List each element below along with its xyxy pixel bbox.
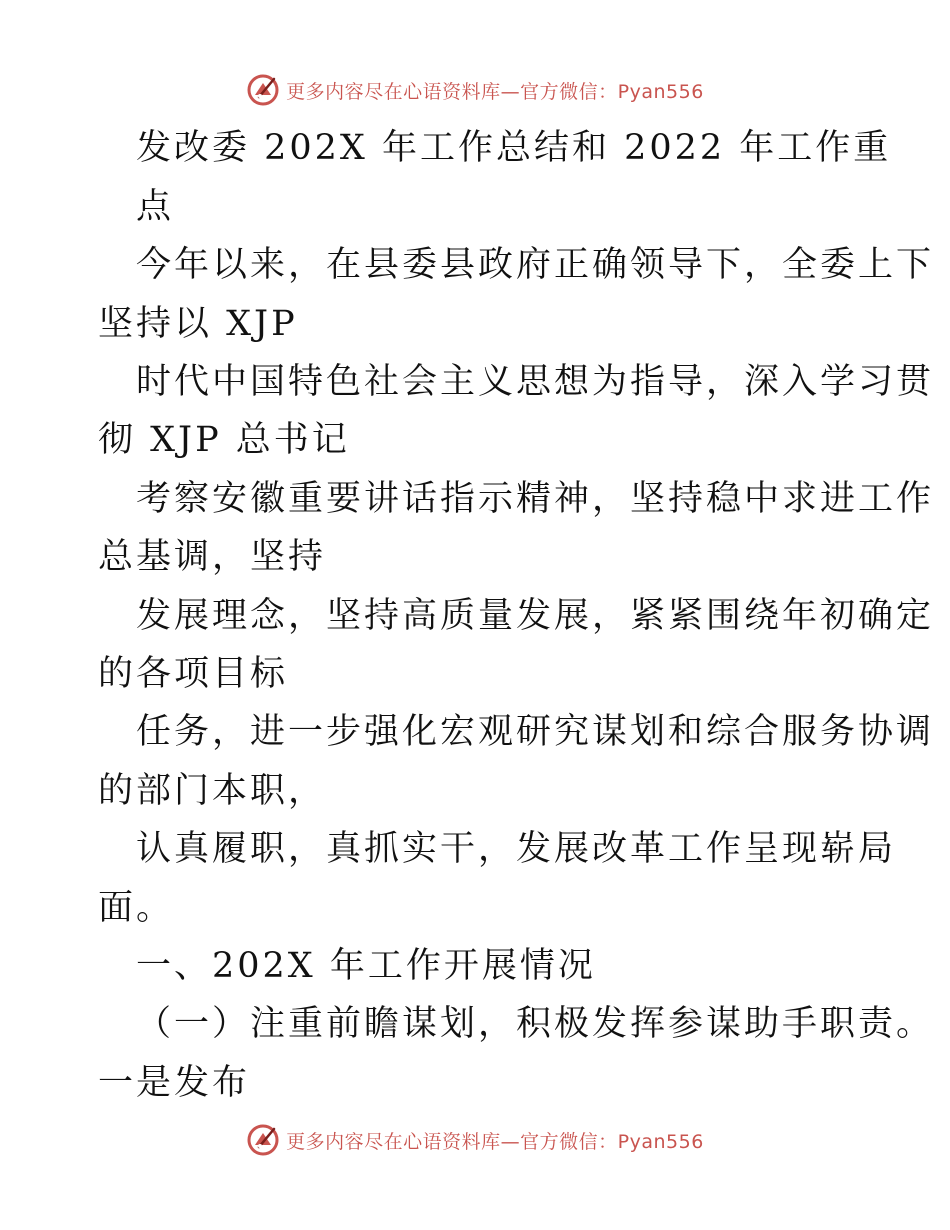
paragraph-line: 的部门本职， <box>98 771 327 811</box>
banner-label: 更多内容尽在心语资料库—官方微信： <box>286 80 618 103</box>
paragraph-line: 今年以来，在县委县政府正确领导下，全委上下 <box>136 245 935 285</box>
subsection-heading: （一）注重前瞻谋划，积极发挥参谋助手职责。 <box>136 1004 935 1044</box>
footer-banner <box>0 1120 950 1160</box>
paragraph-line: 总基调，坚持 <box>98 537 327 577</box>
paragraph-line: 彻 XJP 总书记 <box>98 420 350 460</box>
paragraph-line: 面。 <box>98 888 175 928</box>
section-heading: 一、202X 年工作开展情况 <box>136 946 596 986</box>
paragraph-line: 认真履职，真抓实干，发展改革工作呈现崭局 <box>136 829 897 869</box>
wechat-id: Pyan556 <box>617 80 704 103</box>
paragraph-line: 考察安徽重要讲话指示精神，坚持稳中求进工作 <box>136 479 935 519</box>
banner-label: 更多内容尽在心语资料库—官方微信： <box>286 1130 618 1153</box>
paragraph-line: 一是发布 <box>98 1063 251 1103</box>
banner-text <box>286 1127 704 1154</box>
paragraph-line: 的各项目标 <box>98 654 289 694</box>
doc-title-line-1: 发改委 202X 年工作总结和 2022 年工作重 <box>136 128 892 168</box>
paragraph-line: 发展理念，坚持高质量发展，紧紧围绕年初确定 <box>136 596 935 636</box>
doc-title-line-2: 点 <box>136 187 175 227</box>
paragraph-line: 时代中国特色社会主义思想为指导，深入学习贯 <box>136 362 935 402</box>
wechat-id: Pyan556 <box>617 1130 704 1153</box>
paragraph-line: 任务，进一步强化宏观研究谋划和综合服务协调 <box>136 712 935 752</box>
book-quill-logo-icon <box>246 1123 280 1157</box>
paragraph-line: 坚持以 XJP <box>98 304 298 344</box>
